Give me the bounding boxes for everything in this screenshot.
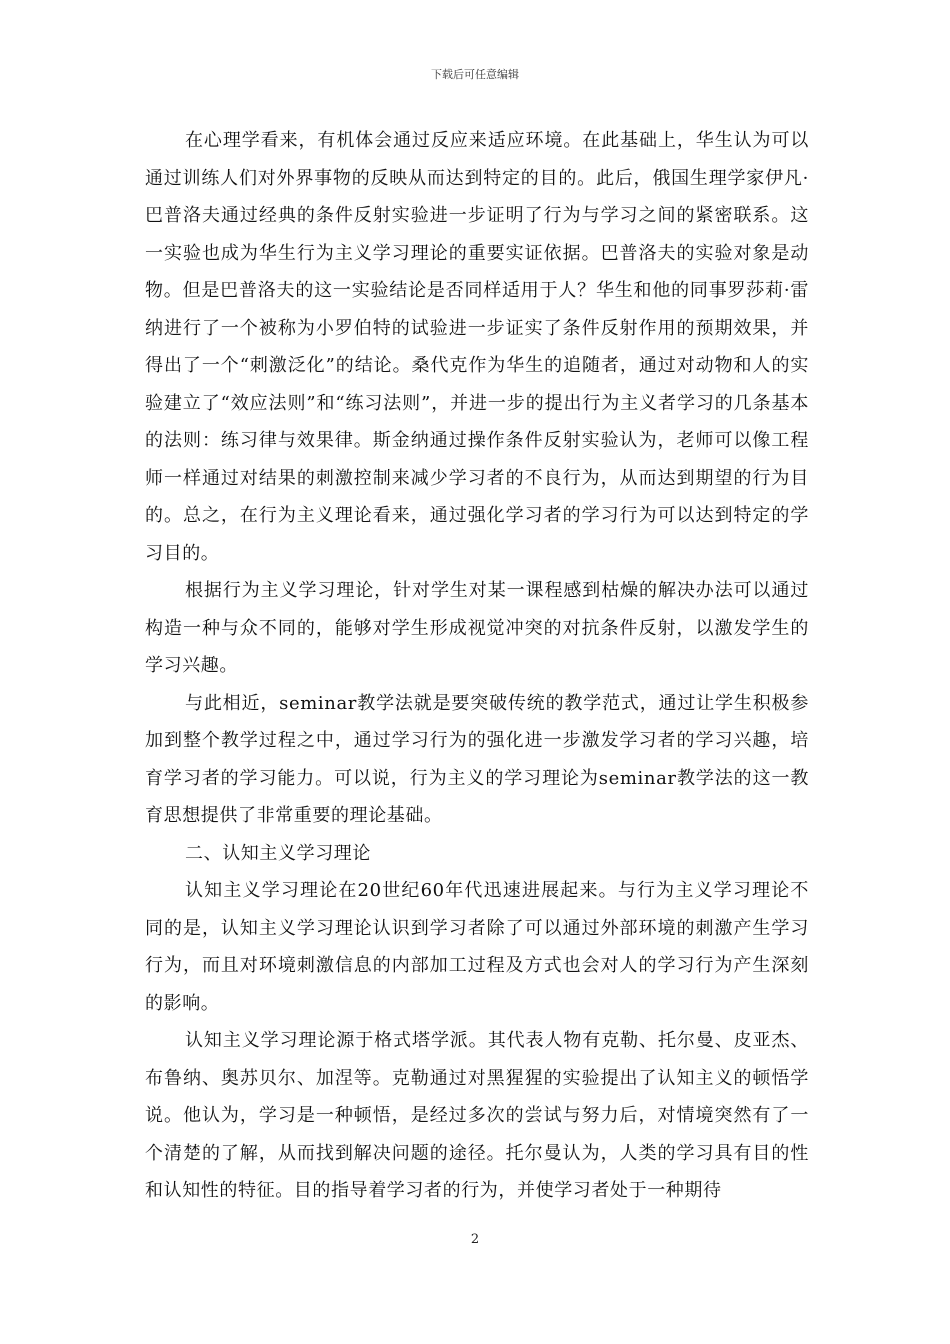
- paragraph-seminar-method: 与此相近，seminar教学法就是要突破传统的教学范式，通过让学生积极参加到整个教学过程之中，通过学习行为的强化进一步激发学习者的学习兴趣，培育学习者的学习能力。可以说，行为主义的学习理论为seminar教学法的这一教育思想提供了非常重要的理论基础。: [145, 692, 809, 826]
- paragraph-behaviorism-application: 根据行为主义学习理论，针对学生对某一课程感到枯燥的解决办法可以通过构造一种与众不同的，能够对学生形成视觉冲突的对抗条件反射，以激发学生的学习兴趣。: [145, 580, 809, 676]
- document-body: [145, 122, 809, 1210]
- section-heading-cognitivism: 二、认知主义学习理论: [185, 842, 371, 864]
- paragraph-cognitivism-intro: 认知主义学习理论在20世纪60年代迅速进展起来。与行为主义学习理论不同的是，认知主义学习理论认识到学习者除了可以通过外部环境的刺激产生学习行为，而且对环境刺激信息的内部加工过程及方式也会对人的学习行为产生深刻的影响。: [145, 880, 809, 1014]
- page-number: 2: [470, 1232, 480, 1247]
- page-header: 下载后可任意编辑: [431, 68, 519, 81]
- paragraph-behaviorism-overview: 在心理学看来，有机体会通过反应来适应环境。在此基础上，华生认为可以通过训练人们对外界事物的反映从而达到特定的目的。此后，俄国生理学家伊凡·巴普洛夫通过经典的条件反射实验进一步证明了行为与学习之间的紧密联系。这一实验也成为华生行为主义学习理论的重要实证依据。巴普洛夫的实验对象是动物。但是巴普洛夫的这一实验结论是否同样适用于人？华生和他的同事罗莎莉·雷纳进行了一个被称为小罗伯特的试验进一步证实了条件反射作用的预期效果，并得出了一个“刺激泛化”的结论。桑代克作为华生的追随者，通过对动物和人的实验建立了“效应法则”和“练习法则”，并进一步的提出行为主义者学习的几条基本的法则：练习律与效果律。斯金纳通过操作条件反射实验认为，老师可以像工程师一样通过对结果的刺激控制来减少学习者的不良行为，从而达到期望的行为目的。总之，在行为主义理论看来，通过强化学习者的学习行为可以达到特定的学习目的。: [145, 130, 809, 564]
- paragraph-cognitivism-origins: 认知主义学习理论源于格式塔学派。其代表人物有克勒、托尔曼、皮亚杰、布鲁纳、奥苏贝尔、加涅等。克勒通过对黑猩猩的实验提出了认知主义的顿悟学说。他认为，学习是一种顿悟，是经过多次的尝试与努力后，对情境突然有了一个清楚的了解，从而找到解决问题的途径。托尔曼认为，人类的学习具有目的性和认知性的特征。目的指导着学习者的行为，并使学习者处于一种期待: [145, 1030, 809, 1201]
